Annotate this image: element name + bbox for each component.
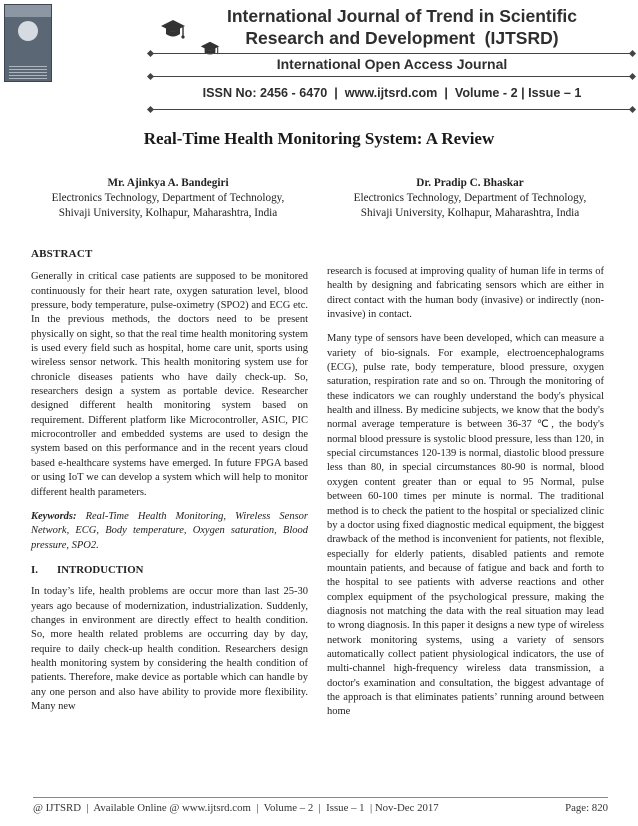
journal-header: [0, 0, 638, 120]
keywords-text: Real-Time Health Monitoring, Wireless Sensor Network, ECG, Body temperature, Oxygen saturation, Blood pressure, SPO2.: [31, 510, 308, 551]
cover-text: [5, 44, 51, 62]
journal-title: [212, 5, 592, 49]
header-rule: [150, 53, 634, 54]
rule-dot: [147, 106, 154, 113]
journal-cover-thumbnail: [4, 4, 52, 82]
abstract-heading: ABSTRACT: [31, 248, 93, 260]
section-number: I.: [31, 563, 38, 576]
issn-line: ISSN No: 2456 - 6470 | www.ijtsrd.com | Volume - 2 | Issue – 1: [202, 86, 582, 100]
abstract-text: Generally in critical case patients are supposed to be monitored continuously for their heart rate, oxygen saturation level, blood pressure, body temperature, pulse-oximetry (SPO2) and ECG etc. In the previous methods, the doctors need to be present physically on sight, so that the real time health monitoring system is used every field such as hospital, home care unit, sports using wireless sensor network. This health monitoring system use for chronicle diseases patients who have daily check-up. So, researchers design a system as portable device. Researcher designed different health monitoring system based on requirement. Different platform like Microcontroller, ASIC, PIC microcontroller and embedded systems are used to design the system based on this performance and in the recent years cloud based e-healthcare systems have emerged. In future FPGA based or using IoT we can develop a system which will help to monitor different health parameters.: [31, 271, 308, 498]
introduction-paragraph: Many type of sensors have been developed, which can measure a variety of bio-signals. For example, electroencephalograms (ECG), pulse rate, body temperature, blood pressure, oxygen saturation, respiration rate and so on. Through the monitoring of these indicators we can roughly understand the body's physical health and illness. By medicine subjects, we know that the body's normal average temperature is between 36-37 ℃, the body's normal blood pressure is systolic blood pressure, less than 120, in special circumstances 120-139 is normal, diastolic blood pressure less than 80, in special circumstances 80-90 is normal, blood oxygen content greater than or equal to 95 Normal, pulse between 60-100 times per minute is normal. The traditional method is to check the patient to the hospital or specialized clinic by a doctor using fixed diagnostic medical equipment, the biggest drawback of the method is inconvenient for patients, not flexible, especially for elderly patients, disabled patients and remote mountain patients, and because of fatigue and back and forth to the hospital to see patients with adverse reactions and other complex equipment of the psychological pressure, making the diagnosis not matching the data with the real situation may lead to wrong diagnosis. In this paper it designs a new type of wireless network monitoring systems, using a variety of sensors automatically collect patient physiological indicators, the use of multi-channel high-frequency wireless data transmission, a doctor's examination and consultation, the biggest advantage of the approach is that eliminates patients’ running around between home: [327, 333, 604, 718]
page-number: Page: 820: [565, 802, 608, 814]
rule-dot: [629, 73, 636, 80]
left-column: [31, 247, 308, 724]
paper-title: Real-Time Health Monitoring System: A Review: [143, 129, 495, 148]
author-block: [18, 176, 318, 221]
author-affiliation: Electronics Technology, Department of Technology,: [353, 192, 587, 204]
header-rule: [150, 109, 634, 110]
author-affiliation: Electronics Technology, Department of Technology,: [51, 192, 285, 204]
journal-title-line1: International Journal of Trend in Scientific: [226, 6, 578, 26]
rule-dot: [629, 106, 636, 113]
author-block: [320, 176, 620, 221]
author-name: Dr. Pradip C. Bhaskar: [416, 177, 524, 189]
journal-subtitle: International Open Access Journal: [276, 56, 508, 72]
section-heading-introduction: [31, 563, 308, 577]
introduction-paragraph: In today’s life, health problems are occur more than last 25-30 years ago because of modernization, industrialization. Suddenly, changes in environment are directly effect to health condition. So, more health related problems are occurring day by day, require to daily check-up health condition. Researchers design health monitoring system by considering the health condition of patients. Therefore, make device as portable which can handle by any one person and also have ability to provide more flexibility. Many new: [31, 586, 308, 712]
page-footer: [33, 802, 608, 814]
header-rule: [150, 76, 634, 77]
section-title: INTRODUCTION: [57, 563, 144, 576]
author-affiliation: Shivaji University, Kolhapur, Maharashtra, India: [58, 207, 278, 219]
author-affiliation: Shivaji University, Kolhapur, Maharashtra, India: [360, 207, 580, 219]
footer-rule: [33, 797, 608, 798]
introduction-paragraph: research is focused at improving quality of human life in terms of health by designing and fabricating sensors which are either in direct contact with the human body (invasive) or indirectly (non-invasive) in contact.: [327, 266, 604, 321]
keywords: [31, 510, 308, 553]
footer-citation: @ IJTSRD | Available Online @ www.ijtsrd.com | Volume – 2 | Issue – 1 | Nov-Dec 2017: [33, 802, 439, 814]
rule-dot: [147, 73, 154, 80]
author-name: Mr. Ajinkya A. Bandegiri: [107, 177, 229, 189]
journal-title-line2: Research and Development (IJTSRD): [245, 28, 559, 48]
keywords-label: Keywords:: [31, 510, 77, 522]
graduation-cap-icon: [160, 18, 186, 42]
right-column: [327, 265, 604, 730]
